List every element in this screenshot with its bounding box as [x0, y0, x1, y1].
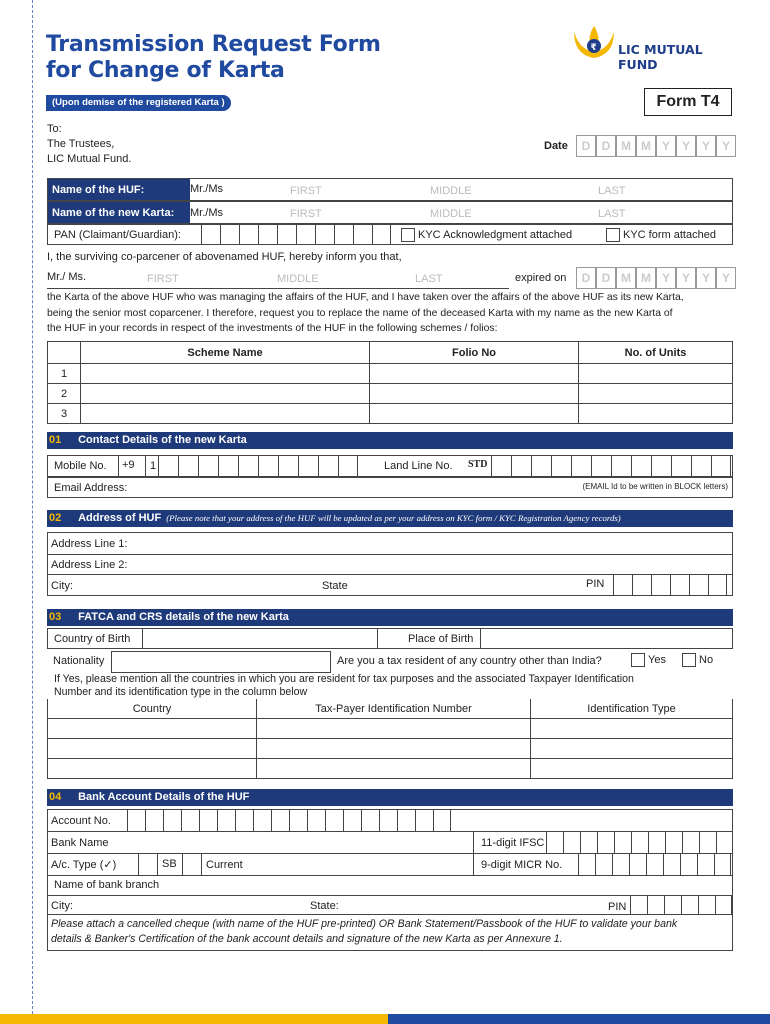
- char-cell[interactable]: [691, 456, 711, 476]
- char-cell[interactable]: [631, 832, 648, 853]
- date-digit-cell[interactable]: Y: [656, 267, 676, 289]
- char-cell[interactable]: [546, 832, 563, 853]
- section-3-header: [47, 609, 733, 626]
- branch-row[interactable]: [47, 875, 733, 895]
- country-cell[interactable]: [48, 759, 257, 779]
- char-cell[interactable]: [318, 456, 338, 476]
- scheme-cell[interactable]: [81, 404, 370, 424]
- form-number: Form T4: [644, 88, 732, 116]
- country-code-1: +9: [122, 459, 135, 471]
- tax-no-checkbox[interactable]: [682, 653, 713, 667]
- char-cell[interactable]: [397, 810, 415, 831]
- pan-row: [47, 224, 733, 245]
- char-cell[interactable]: [611, 456, 631, 476]
- char-cell[interactable]: [278, 456, 298, 476]
- char-cell[interactable]: [325, 810, 343, 831]
- char-cell[interactable]: [646, 854, 663, 875]
- email-label: Email Address:: [54, 482, 128, 494]
- units-cell[interactable]: [579, 364, 733, 384]
- folio-cell[interactable]: [370, 404, 579, 424]
- folio-cell[interactable]: [370, 364, 579, 384]
- cut-line: [32, 0, 33, 1014]
- char-cell[interactable]: [689, 575, 708, 595]
- char-cell[interactable]: [239, 225, 258, 244]
- yes-label: Yes: [648, 653, 666, 666]
- new-karta-row[interactable]: [47, 201, 733, 224]
- kyc-ack-label: KYC Acknowledgment attached: [418, 228, 573, 241]
- pin-label: PIN: [586, 578, 605, 590]
- section-4-header: [47, 789, 733, 806]
- tax-yes-checkbox[interactable]: [631, 653, 666, 667]
- char-cell[interactable]: [379, 810, 397, 831]
- char-cell[interactable]: [253, 810, 271, 831]
- char-cell[interactable]: [613, 575, 632, 595]
- country-of-birth-input[interactable]: [142, 629, 378, 648]
- last-hint: LAST: [598, 185, 626, 197]
- char-cell[interactable]: [433, 810, 451, 831]
- tin-cell[interactable]: [257, 759, 531, 779]
- bank-row: [47, 831, 733, 853]
- section-number: 03: [49, 611, 62, 623]
- section-number: 04: [49, 791, 62, 803]
- char-cell[interactable]: [682, 832, 699, 853]
- mobile-input[interactable]: [158, 456, 358, 476]
- pin-input[interactable]: [613, 575, 727, 595]
- subtitle-banner: (Upon demise of the registered Karta ): [46, 95, 231, 111]
- id-type-header: Identification Type: [531, 699, 733, 719]
- char-cell[interactable]: [338, 456, 358, 476]
- date-digit-cell[interactable]: D: [576, 267, 596, 289]
- char-cell[interactable]: [665, 832, 682, 853]
- bank-city-row: [47, 895, 733, 915]
- country-code: [118, 456, 159, 476]
- char-cell[interactable]: [218, 456, 238, 476]
- section-title: Bank Account Details of the HUF: [78, 791, 250, 803]
- char-cell[interactable]: [289, 810, 307, 831]
- char-cell[interactable]: [663, 854, 680, 875]
- folio-header: Folio No: [370, 342, 579, 364]
- bank-note-box: [47, 913, 733, 951]
- country-of-birth-label: Country of Birth: [54, 633, 131, 645]
- char-cell[interactable]: [181, 810, 199, 831]
- char-cell[interactable]: [563, 832, 580, 853]
- char-cell[interactable]: [614, 832, 631, 853]
- address-line2[interactable]: [47, 554, 733, 574]
- account-input[interactable]: [127, 810, 451, 831]
- current-label: Current: [206, 859, 243, 871]
- new-karta-label: Name of the new Karta:: [48, 202, 190, 223]
- date-digit-cell[interactable]: M: [616, 135, 636, 157]
- id-type-cell[interactable]: [531, 719, 733, 739]
- char-cell[interactable]: [714, 854, 731, 875]
- bank-state-label: State:: [310, 900, 339, 912]
- char-cell[interactable]: [697, 854, 714, 875]
- kyc-form-checkbox[interactable]: [606, 228, 716, 242]
- row-number: 3: [48, 404, 81, 424]
- lic-mf-logo: ₹ LIC MUTUAL FUND: [566, 22, 736, 68]
- place-of-birth-label: Place of Birth: [408, 633, 474, 645]
- bank-city-label: City:: [51, 900, 73, 912]
- email-row[interactable]: [47, 477, 733, 498]
- kyc-form-label: KYC form attached: [623, 228, 716, 241]
- last-hint: LAST: [598, 208, 626, 220]
- section-note: (Please note that your address of the HUF will be updated as per your address on KYC form / KYC Registration Agency records): [166, 513, 621, 523]
- char-cell[interactable]: [307, 810, 325, 831]
- pan-input[interactable]: [201, 225, 391, 244]
- date-digit-cell[interactable]: M: [636, 135, 656, 157]
- date-digit-cell[interactable]: M: [636, 267, 656, 289]
- char-cell[interactable]: [629, 854, 646, 875]
- country-cell[interactable]: [48, 719, 257, 739]
- char-cell[interactable]: [491, 456, 511, 476]
- first-hint: FIRST: [147, 273, 179, 285]
- country-code-2: 1: [145, 456, 156, 476]
- char-cell[interactable]: [296, 225, 315, 244]
- huf-salutation: Mr./Ms: [190, 183, 223, 195]
- char-cell[interactable]: [708, 575, 727, 595]
- char-cell[interactable]: [145, 810, 163, 831]
- char-cell[interactable]: [315, 225, 334, 244]
- char-cell[interactable]: [353, 225, 372, 244]
- date-digit-cell[interactable]: Y: [716, 267, 736, 289]
- char-cell[interactable]: [595, 854, 612, 875]
- section-title: FATCA and CRS details of the new Karta: [78, 611, 289, 623]
- char-cell[interactable]: [648, 832, 665, 853]
- std-label: STD: [468, 459, 488, 470]
- char-cell[interactable]: [238, 456, 258, 476]
- ifsc-input[interactable]: [546, 832, 733, 853]
- section-number: 01: [49, 434, 62, 446]
- branch-label: Name of bank branch: [54, 879, 160, 891]
- char-cell[interactable]: [511, 456, 531, 476]
- date-digit-cell[interactable]: M: [616, 267, 636, 289]
- address-line1-label: Address Line 1:: [51, 538, 128, 550]
- country-cell[interactable]: [48, 739, 257, 759]
- char-cell[interactable]: [591, 456, 611, 476]
- char-cell[interactable]: [711, 456, 731, 476]
- city-label: City:: [51, 580, 73, 592]
- date-input[interactable]: [576, 135, 736, 157]
- landline-label: Land Line No.: [384, 460, 453, 472]
- section-title: Contact Details of the new Karta: [78, 434, 247, 446]
- place-of-birth-input[interactable]: [480, 629, 732, 648]
- char-cell[interactable]: [277, 225, 296, 244]
- char-cell[interactable]: [612, 854, 629, 875]
- city-row: [47, 574, 733, 596]
- units-header: No. of Units: [579, 342, 733, 364]
- fatca-note: If Yes, please mention all the countries in which you are resident for tax purposes and the associated Taxpayer Identification Number and its identification type in the column below: [54, 673, 634, 698]
- ifsc-label: 11-digit IFSC: [481, 837, 545, 849]
- char-cell[interactable]: [334, 225, 353, 244]
- date-label: Date: [544, 140, 568, 152]
- char-cell[interactable]: [651, 456, 671, 476]
- last-hint: LAST: [415, 273, 443, 285]
- middle-hint: MIDDLE: [430, 208, 472, 220]
- nationality-label: Nationality: [53, 655, 105, 667]
- tax-resident-question: Are you a tax resident of any country other than India?: [337, 655, 602, 667]
- micr-input[interactable]: [578, 854, 731, 875]
- bank-label: Bank Name: [51, 837, 109, 849]
- date-digit-cell[interactable]: Y: [676, 135, 696, 157]
- char-cell[interactable]: [680, 854, 697, 875]
- nationality-row: [47, 651, 733, 672]
- no-label: No: [699, 653, 714, 666]
- date-digit-cell[interactable]: D: [576, 135, 596, 157]
- account-row: [47, 809, 733, 831]
- char-cell[interactable]: [258, 456, 278, 476]
- pan-label: PAN (Claimant/Guardian):: [54, 229, 181, 241]
- char-cell[interactable]: [163, 810, 181, 831]
- char-cell[interactable]: [201, 225, 220, 244]
- tin-header: Tax-Payer Identification Number: [257, 699, 531, 719]
- bank-pin-label: PIN: [608, 901, 627, 913]
- lamp-flame-icon: [566, 22, 622, 68]
- char-cell[interactable]: [671, 456, 691, 476]
- char-cell[interactable]: [361, 810, 379, 831]
- tin-cell[interactable]: [257, 739, 531, 759]
- expired-label: expired on: [515, 272, 567, 284]
- declaration-body: the Karta of the above HUF who was managing the affairs of the HUF, and I have taken over the affairs of the above HUF as its new Karta, being the senior most coparcener. I therefore, request you to replace the name of the deceased Karta with my name as the new Karta of the HUF in your records in respect of the investments of the HUF in the following schemes / folios:: [47, 292, 684, 334]
- tax-residency-table: [47, 699, 733, 779]
- char-cell[interactable]: [651, 575, 670, 595]
- huf-name-label: Name of the HUF:: [48, 179, 190, 200]
- birth-row: [47, 628, 733, 649]
- char-cell[interactable]: [158, 456, 178, 476]
- char-cell[interactable]: [199, 810, 217, 831]
- middle-hint: MIDDLE: [430, 185, 472, 197]
- date-digit-cell[interactable]: Y: [656, 135, 676, 157]
- char-cell[interactable]: [127, 810, 145, 831]
- char-cell[interactable]: [597, 832, 614, 853]
- char-cell[interactable]: [699, 832, 716, 853]
- country-header: Country: [48, 699, 257, 719]
- units-cell[interactable]: [579, 404, 733, 424]
- date-digit-cell[interactable]: D: [596, 267, 616, 289]
- date-digit-cell[interactable]: Y: [696, 135, 716, 157]
- karta-salutation: Mr./Ms: [190, 207, 223, 219]
- section-title: Address of HUF: [78, 512, 162, 524]
- char-cell[interactable]: [372, 225, 391, 244]
- char-cell[interactable]: [271, 810, 289, 831]
- char-cell[interactable]: [235, 810, 253, 831]
- huf-name-row[interactable]: [47, 178, 733, 201]
- nationality-input[interactable]: [111, 651, 331, 673]
- state-label: State: [322, 580, 348, 592]
- section-1-header: [47, 432, 733, 449]
- char-cell[interactable]: [551, 456, 571, 476]
- landline-input[interactable]: [491, 456, 731, 476]
- email-note: (EMAIL Id to be written in BLOCK letters): [582, 482, 728, 491]
- footer-bar-blue: [388, 1014, 770, 1024]
- schemes-table: [47, 341, 733, 424]
- id-type-cell[interactable]: [531, 759, 733, 779]
- units-cell[interactable]: [579, 384, 733, 404]
- char-cell[interactable]: [415, 810, 433, 831]
- char-cell[interactable]: [198, 456, 218, 476]
- date-digit-cell[interactable]: Y: [696, 267, 716, 289]
- char-cell[interactable]: [580, 832, 597, 853]
- char-cell[interactable]: [716, 832, 733, 853]
- deceased-salutation: Mr./ Ms.: [47, 271, 87, 283]
- date-digit-cell[interactable]: D: [596, 135, 616, 157]
- expiry-date-input[interactable]: [576, 267, 736, 289]
- char-cell[interactable]: [571, 456, 591, 476]
- char-cell[interactable]: [531, 456, 551, 476]
- actype-label: A/c. Type (✓): [51, 859, 117, 871]
- char-cell[interactable]: [343, 810, 361, 831]
- id-type-cell[interactable]: [531, 739, 733, 759]
- mobile-label: Mobile No.: [54, 460, 107, 472]
- deceased-name-field[interactable]: [47, 268, 509, 289]
- char-cell[interactable]: [578, 854, 595, 875]
- char-cell[interactable]: [670, 575, 689, 595]
- svg-text:₹: ₹: [590, 43, 597, 53]
- address-line2-label: Address Line 2:: [51, 559, 128, 571]
- declaration-intro: I, the surviving co-parcener of abovenamed HUF, hereby inform you that,: [47, 251, 402, 263]
- row-number: 2: [48, 384, 81, 404]
- micr-label: 9-digit MICR No.: [481, 859, 563, 871]
- char-cell[interactable]: [178, 456, 198, 476]
- contact-row: [47, 455, 733, 477]
- first-hint: FIRST: [290, 208, 322, 220]
- addressee: To: The Trustees, LIC Mutual Fund.: [47, 123, 132, 165]
- account-label: Account No.: [51, 815, 111, 827]
- bank-note: Please attach a cancelled cheque (with name of the HUF pre-printed) OR Bank Statement/Passbook of the HUF to validate your bank details & Banker's Certification of the bank account details and signature of the new Karta as per Annexure 1.: [51, 918, 678, 945]
- form-title: Transmission Request Form for Change of Karta: [46, 32, 381, 83]
- middle-hint: MIDDLE: [277, 273, 319, 285]
- scheme-cell[interactable]: [81, 364, 370, 384]
- date-digit-cell[interactable]: Y: [676, 267, 696, 289]
- char-cell[interactable]: [632, 575, 651, 595]
- address-line1[interactable]: [47, 532, 733, 554]
- scheme-cell[interactable]: [81, 384, 370, 404]
- folio-cell[interactable]: [370, 384, 579, 404]
- char-cell[interactable]: [217, 810, 235, 831]
- char-cell[interactable]: [298, 456, 318, 476]
- char-cell[interactable]: [631, 456, 651, 476]
- scheme-name-header: Scheme Name: [81, 342, 370, 364]
- sb-checkbox[interactable]: [138, 854, 158, 875]
- sb-label: SB: [162, 858, 177, 870]
- char-cell[interactable]: [258, 225, 277, 244]
- section-number: 02: [49, 512, 62, 524]
- row-number: 1: [48, 364, 81, 384]
- char-cell[interactable]: [220, 225, 239, 244]
- section-2-header: [47, 510, 733, 527]
- date-digit-cell[interactable]: Y: [716, 135, 736, 157]
- kyc-ack-checkbox[interactable]: [401, 228, 572, 242]
- first-hint: FIRST: [290, 185, 322, 197]
- current-checkbox[interactable]: [182, 854, 202, 875]
- actype-row: [47, 853, 733, 875]
- tin-cell[interactable]: [257, 719, 531, 739]
